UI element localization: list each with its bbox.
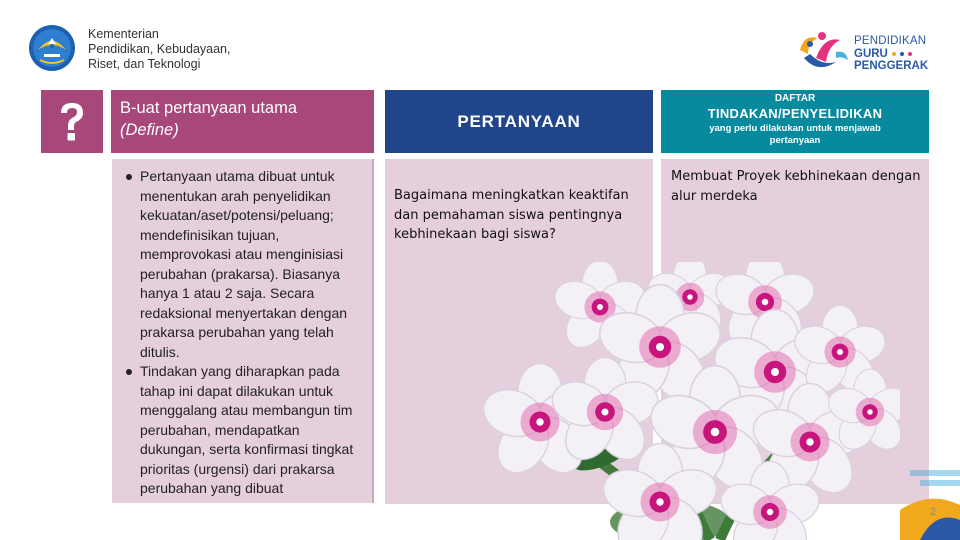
pertanyaan-label: PERTANYAAN xyxy=(457,111,581,131)
ministry-logo-icon xyxy=(28,24,76,72)
action-text: Membuat Proyek kebhinekaan dengan alur merdeka xyxy=(671,169,921,204)
phlox-flower-image-icon xyxy=(480,262,900,540)
pertanyaan-header xyxy=(385,90,653,153)
question-mark-icon xyxy=(55,100,89,144)
define-subtitle: (Define) xyxy=(120,121,179,139)
program-logo-icon xyxy=(796,28,852,74)
ministry-name xyxy=(88,27,230,72)
define-title: B-uat pertanyaan utama xyxy=(120,99,298,117)
program-line1: PENDIDIKAN xyxy=(854,35,927,47)
ministry-line: Pendidikan, Kebudayaan, xyxy=(88,42,231,56)
ministry-line: Kementerian xyxy=(88,27,159,41)
program-line3: PENGGERAK xyxy=(854,60,929,72)
program-line2-row xyxy=(854,48,928,61)
daftar-header xyxy=(661,90,929,153)
program-line2: GURU xyxy=(854,47,888,60)
corner-decoration-icon xyxy=(900,450,960,540)
program-name xyxy=(854,35,928,73)
list-item: Pertanyaan utama dibuat untuk menentukan arah penyelidikan kekuatan/aset/potensi/peluang; mendefinisikan tujuan, memprovokasi atau menginisiasi perubahan (prakarsa). Biasanya hanya 1 atau 2 saja. Secara redaksional menyertakan dengan prakarsa perubahan yang telah ditulis. xyxy=(124,167,364,362)
question-text: Bagaimana meningkatkan keaktifan dan pemahaman siswa pentingnya kebhinekaan bagi siswa? xyxy=(394,188,629,242)
page-number: 2 xyxy=(929,506,936,518)
ministry-line: Riset, dan Teknologi xyxy=(88,57,201,71)
daftar-line3: yang perlu dilakukan untuk menjawab pertanyaan xyxy=(709,123,881,146)
dot-icon xyxy=(892,52,896,56)
daftar-line2: TINDAKAN/PENYELIDIKAN xyxy=(707,106,883,121)
dot-icon xyxy=(900,52,904,56)
dot-icon xyxy=(908,52,912,56)
define-header xyxy=(111,90,374,153)
explanation-list xyxy=(124,167,364,499)
daftar-line1: DAFTAR xyxy=(774,93,816,104)
list-item: Tindakan yang diharapkan pada tahap ini dapat dilakukan untuk menggalang atau membangun tim perubahan, mendapatkan dukungan, serta konfirmasi tingkat prioritas (urgensi) dari prakarsa perubahan yang dibuat xyxy=(124,362,364,499)
question-icon-box xyxy=(41,90,103,153)
define-explanation-panel xyxy=(112,159,374,503)
